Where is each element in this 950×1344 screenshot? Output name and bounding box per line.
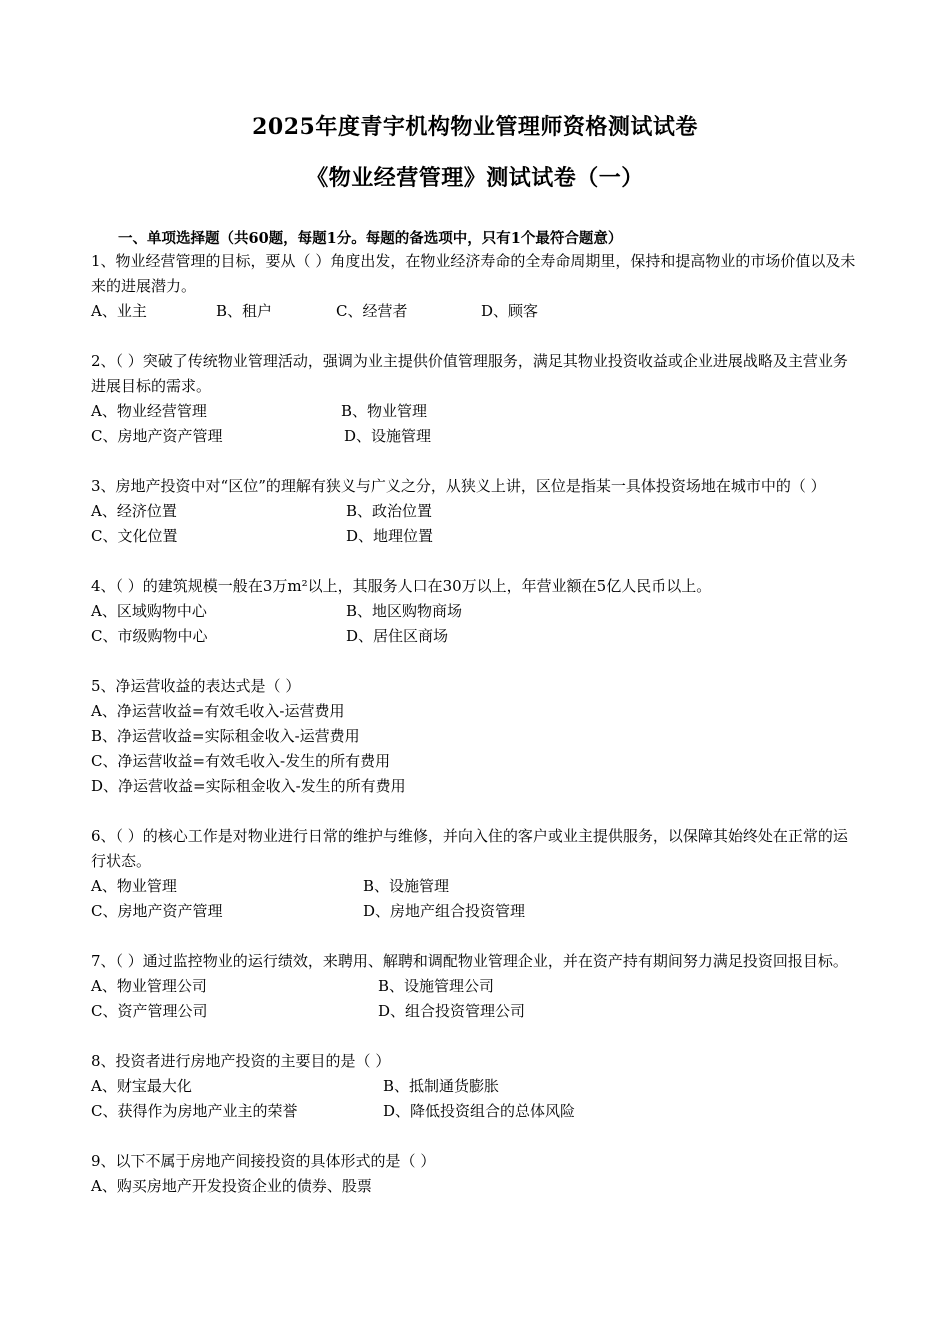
question-4 — [91, 574, 861, 649]
option-a: A、业主 — [91, 302, 147, 320]
option-d: D、居住区商场 — [346, 627, 449, 645]
question-text: 2、（ ）突破了传统物业管理活动，强调为业主提供价值管理服务，满足其物业投资收益或企业进展战略及主营业务进展目标的需求。 — [91, 352, 848, 395]
option-a: A、物业管理公司 — [91, 977, 207, 995]
option-b: B、抵制通货膨胀 — [383, 1077, 500, 1095]
question-7 — [91, 949, 861, 1024]
option-row — [91, 524, 861, 549]
question-2 — [91, 349, 861, 449]
question-text: 9、以下不属于房地产间接投资的具体形式的是（ ） — [91, 1152, 436, 1170]
option-c: C、资产管理公司 — [91, 1002, 208, 1020]
option-row — [91, 899, 861, 924]
option-row — [91, 874, 861, 899]
option-b: B、净运营收益=实际租金收入-运营费用 — [91, 727, 360, 745]
option-d: D、房地产组合投资管理 — [363, 902, 526, 920]
question-6 — [91, 824, 861, 924]
option-row — [91, 399, 861, 424]
option-d: D、降低投资组合的总体风险 — [383, 1102, 576, 1120]
option-c: C、房地产资产管理 — [91, 427, 223, 445]
option-row — [91, 1074, 861, 1099]
question-text: 3、房地产投资中对“区位”的理解有狭义与广义之分，从狭义上讲，区位是指某一具体投资场地在城市中的（ ） — [91, 477, 826, 495]
option-b: B、地区购物商场 — [346, 602, 463, 620]
option-a: A、物业经营管理 — [91, 402, 207, 420]
option-d: D、组合投资管理公司 — [378, 1002, 526, 1020]
option-row — [91, 1099, 861, 1124]
option-c: C、市级购物中心 — [91, 627, 208, 645]
option-c: C、经营者 — [336, 302, 408, 320]
option-b: B、租户 — [216, 302, 273, 320]
option-c: C、获得作为房地产业主的荣誉 — [91, 1102, 298, 1120]
exam-subtitle: 《物业经营管理》测试试卷（一） — [306, 165, 644, 191]
option-row — [91, 999, 861, 1024]
question-1 — [91, 249, 861, 324]
question-3 — [91, 474, 861, 549]
question-text: 5、净运营收益的表达式是（ ） — [91, 677, 301, 695]
option-row — [91, 424, 861, 449]
option-b: B、物业管理 — [341, 402, 428, 420]
option-b: B、政治位置 — [346, 502, 433, 520]
option-a: A、净运营收益=有效毛收入-运营费用 — [91, 702, 345, 720]
option-d: D、地理位置 — [346, 527, 434, 545]
option-a: A、购买房地产开发投资企业的债券、股票 — [91, 1177, 372, 1195]
option-b: B、设施管理 — [363, 877, 450, 895]
option-row — [91, 599, 861, 624]
option-row — [91, 624, 861, 649]
option-row — [91, 499, 861, 524]
option-a: A、经济位置 — [91, 502, 177, 520]
question-5 — [91, 674, 861, 799]
option-a: A、区域购物中心 — [91, 602, 207, 620]
question-9 — [91, 1149, 861, 1199]
option-d: D、设施管理 — [344, 427, 432, 445]
option-c: C、房地产资产管理 — [91, 902, 223, 920]
option-b: B、设施管理公司 — [378, 977, 495, 995]
option-row — [91, 299, 861, 324]
question-8 — [91, 1049, 861, 1124]
option-row — [91, 974, 861, 999]
question-text: 1、物业经营管理的目标，要从（ ）角度出发，在物业经济寿命的全寿命周期里，保持和提高物业的市场价值以及未来的进展潜力。 — [91, 252, 856, 295]
question-text: 4、（ ）的建筑规模一般在3万m²以上，其服务人口在30万以上，年营业额在5亿人民币以上。 — [91, 577, 712, 595]
question-text: 8、投资者进行房地产投资的主要目的是（ ） — [91, 1052, 391, 1070]
section-heading: 一、单项选择题（共60题，每题1分。每题的备选项中，只有1个最符合题意） — [118, 230, 623, 247]
option-d: D、净运营收益=实际租金收入-发生的所有费用 — [91, 777, 406, 795]
option-a: A、财宝最大化 — [91, 1077, 192, 1095]
option-c: C、文化位置 — [91, 527, 178, 545]
exam-title: 2025年度青宇机构物业管理师资格测试试卷 — [252, 114, 698, 140]
option-d: D、顾客 — [481, 302, 539, 320]
option-c: C、净运营收益=有效毛收入-发生的所有费用 — [91, 752, 391, 770]
question-list — [91, 249, 861, 1224]
question-text: 6、（ ）的核心工作是对物业进行日常的维护与维修，并向入住的客户或业主提供服务，以保障其始终处在正常的运行状态。 — [91, 827, 848, 870]
option-a: A、物业管理 — [91, 877, 177, 895]
question-text: 7、（ ）通过监控物业的运行绩效，来聘用、解聘和调配物业管理企业，并在资产持有期间努力满足投资回报目标。 — [91, 952, 848, 970]
